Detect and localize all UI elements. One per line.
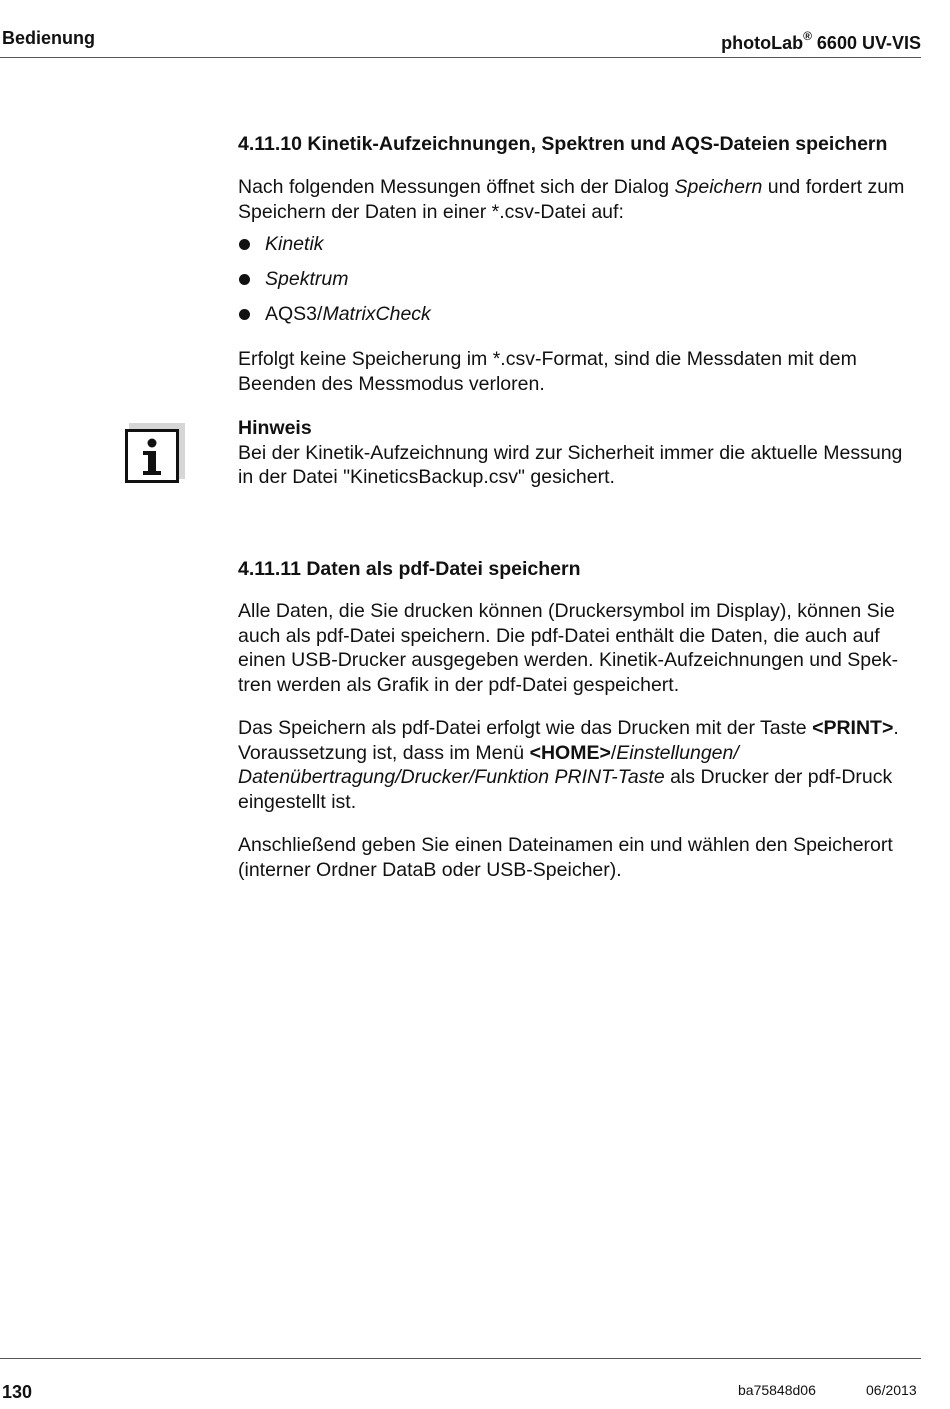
info-icon — [125, 423, 185, 483]
list-item-kinetik: Kinetik — [265, 233, 324, 255]
section-heading-4-11-10: 4.11.10 Kinetik-Aufzeichnungen, Spektren und AQS-Dateien speichern — [238, 133, 888, 155]
document-date: 06/2013 — [866, 1382, 917, 1398]
note-block — [238, 416, 922, 490]
para2-text-cont: . Voraussetzung ist, dass im Menü — [238, 717, 899, 764]
section2-paragraph-2 — [238, 716, 922, 814]
measurement-list — [238, 232, 922, 337]
section2-paragraph-1: Alle Daten, die Sie drucken können (Druckersymbol im Display), können Sie auch als pdf-Datei speichern. Die pdf-Datei enthält die Daten, die auch auf einen USB-Drucker ausgegeben werden. Kinetik-Aufzeichnungen und Spek-tren werden als Grafik in der pdf-Datei gespeichert. — [238, 600, 899, 696]
list-item-aqs3: AQS3/ — [265, 303, 323, 325]
registered-mark: ® — [803, 29, 812, 43]
footer-divider — [0, 1358, 921, 1359]
para2-text-end: als Drucker der pdf-Druck eingestellt ist. — [238, 766, 893, 813]
list-item-matrixcheck: MatrixCheck — [322, 303, 431, 325]
key-print: <PRINT> — [812, 717, 894, 739]
header-product-title — [721, 28, 921, 53]
list-item — [238, 232, 922, 267]
list-item-spektrum: Spektrum — [265, 268, 349, 290]
section2-paragraph-3: Anschließend geben Sie einen Dateinamen ein und wählen den Speicherort (interner Ordner DataB oder USB-Speicher). — [238, 834, 893, 881]
intro-text-cont: und fordert zum Speichern der Daten in einer *.csv-Datei auf: — [238, 176, 905, 223]
key-home: <HOME> — [529, 741, 611, 764]
section1-intro — [238, 175, 922, 224]
para2-text: Das Speichern als pdf-Datei erfolgt wie das Drucken mit der Taste — [238, 717, 813, 739]
menu-path: Einstellungen/ Datenübertragung/Drucker/Funktion PRINT-Taste — [238, 741, 739, 788]
page-number: 130 — [2, 1382, 33, 1402]
note-text: Bei der Kinetik-Aufzeichnung wird zur Sicherheit immer die aktuelle Messung in der Datei "KineticsBackup.csv" gesichert. — [238, 441, 903, 488]
product-name: photoLab — [721, 33, 804, 53]
product-model: 6600 UV-VIS — [811, 33, 921, 53]
document-id: ba75848d06 — [738, 1382, 816, 1398]
list-item — [238, 267, 922, 302]
dialog-name: Speichern — [674, 176, 763, 198]
section-heading-4-11-11: 4.11.11 Daten als pdf-Datei speichern — [238, 558, 581, 580]
list-item — [238, 302, 922, 337]
note-title: Hinweis — [238, 417, 312, 439]
header-section-title: Bedienung — [2, 28, 95, 48]
header-divider — [0, 57, 921, 58]
data-loss-warning: Erfolgt keine Speicherung im *.csv-Format, sind die Messdaten mit dem Beenden des Messmodus verloren. — [238, 348, 857, 395]
intro-text: Nach folgenden Messungen öffnet sich der Dialog — [238, 176, 675, 198]
path-separator: / — [610, 741, 617, 764]
